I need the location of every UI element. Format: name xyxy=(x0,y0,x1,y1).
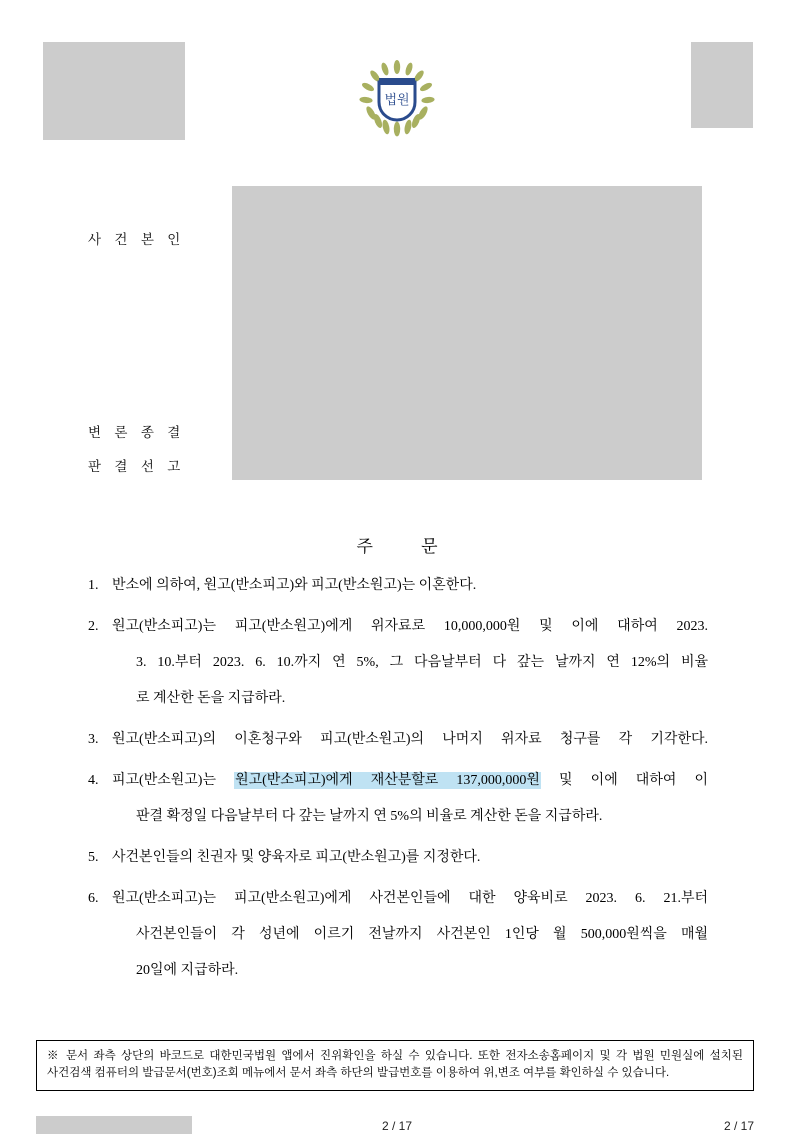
order-line: 로 계산한 돈을 지급하라. xyxy=(136,691,286,706)
order-line: 사건본인들이 각 성년에 이르기 전날까지 사건본인 1인당 월 500,000원씩을 매월 xyxy=(136,927,708,942)
order-item-number: 2. xyxy=(88,619,99,634)
order-item-number: 1. xyxy=(88,578,99,593)
emblem-text: 법원 xyxy=(384,92,410,107)
order-line: 20일에 지급하라. xyxy=(136,963,239,978)
order-line: 반소에 의하여, 원고(반소피고)와 피고(반소원고)는 이혼한다. xyxy=(112,578,477,593)
page-number-right: 2 / 17 xyxy=(723,1119,754,1133)
order-item-3 xyxy=(88,722,708,758)
order-line: 원고(반소피고)의 이혼청구와 피고(반소원고)의 나머지 위자료 청구를 각 기각한다. xyxy=(112,732,708,747)
order-line: 사건본인들의 친권자 및 양육자로 피고(반소원고)를 지정한다. xyxy=(112,850,481,865)
order-item-number: 3. xyxy=(88,732,99,747)
order-item-4 xyxy=(88,763,708,835)
order-item-body xyxy=(112,840,708,876)
order-item-number: 4. xyxy=(88,773,99,788)
highlighted-text: 원고(반소피고)에게 재산분할로 137,000,000원 xyxy=(235,773,540,788)
label-closing-of-argument: 변 론 종 결 xyxy=(88,425,186,440)
authenticity-notice-box xyxy=(36,1040,754,1091)
label-case-person: 사 건 본 인 xyxy=(88,232,186,247)
order-item-6 xyxy=(88,881,708,989)
order-item-body xyxy=(112,722,708,758)
order-item-5 xyxy=(88,840,708,876)
order-item-body xyxy=(112,881,708,989)
order-item-body xyxy=(112,609,708,717)
redacted-case-info-block xyxy=(232,186,702,480)
order-item-body xyxy=(112,763,708,835)
label-judgment-pronouncement: 판 결 선 고 xyxy=(88,459,186,474)
court-emblem-icon xyxy=(357,58,437,138)
order-item-number: 6. xyxy=(88,891,99,906)
order-list xyxy=(88,568,708,994)
order-item-1 xyxy=(88,568,708,604)
redacted-barcode-block xyxy=(43,42,185,140)
order-line-highlighted: 피고(반소원고)는 원고(반소피고)에게 재산분할로 137,000,000원 및 이에 대하여 이 xyxy=(112,773,708,788)
order-line: 3. 10.부터 2023. 6. 10.까지 연 5%, 그 다음날부터 다 갚는 날까지 연 12%의 비율 xyxy=(136,655,708,670)
order-item-body xyxy=(112,568,708,604)
redacted-stamp-block xyxy=(691,42,753,128)
order-line: 원고(반소피고)는 피고(반소원고)에게 사건본인들에 대한 양육비로 2023. 6. 21.부터 xyxy=(112,891,708,906)
page-number-center: 2 / 17 xyxy=(381,1119,413,1133)
order-item-number: 5. xyxy=(88,850,99,865)
order-line: 원고(반소피고)는 피고(반소원고)에게 위자료로 10,000,000원 및 이에 대하여 2023. xyxy=(112,619,708,634)
authenticity-notice-text: ※ 문서 좌측 상단의 바코드로 대한민국법원 앱에서 진위확인을 하실 수 있습니다. 또한 전자소송홈페이지 및 각 법원 민원실에 설치된 사건검색 컴퓨터의 발급문서(번호)조회 메뉴에서 문서 좌측 하단의 발급번호를 이용하여 위,변조 여부를 확인하실 수 있습니다. xyxy=(47,1050,743,1079)
order-item-2 xyxy=(88,609,708,717)
order-line: 판결 확정일 다음날부터 다 갚는 날까지 연 5%의 비율로 계산한 돈을 지급하라. xyxy=(136,809,603,824)
order-heading: 주 문 xyxy=(356,537,460,556)
